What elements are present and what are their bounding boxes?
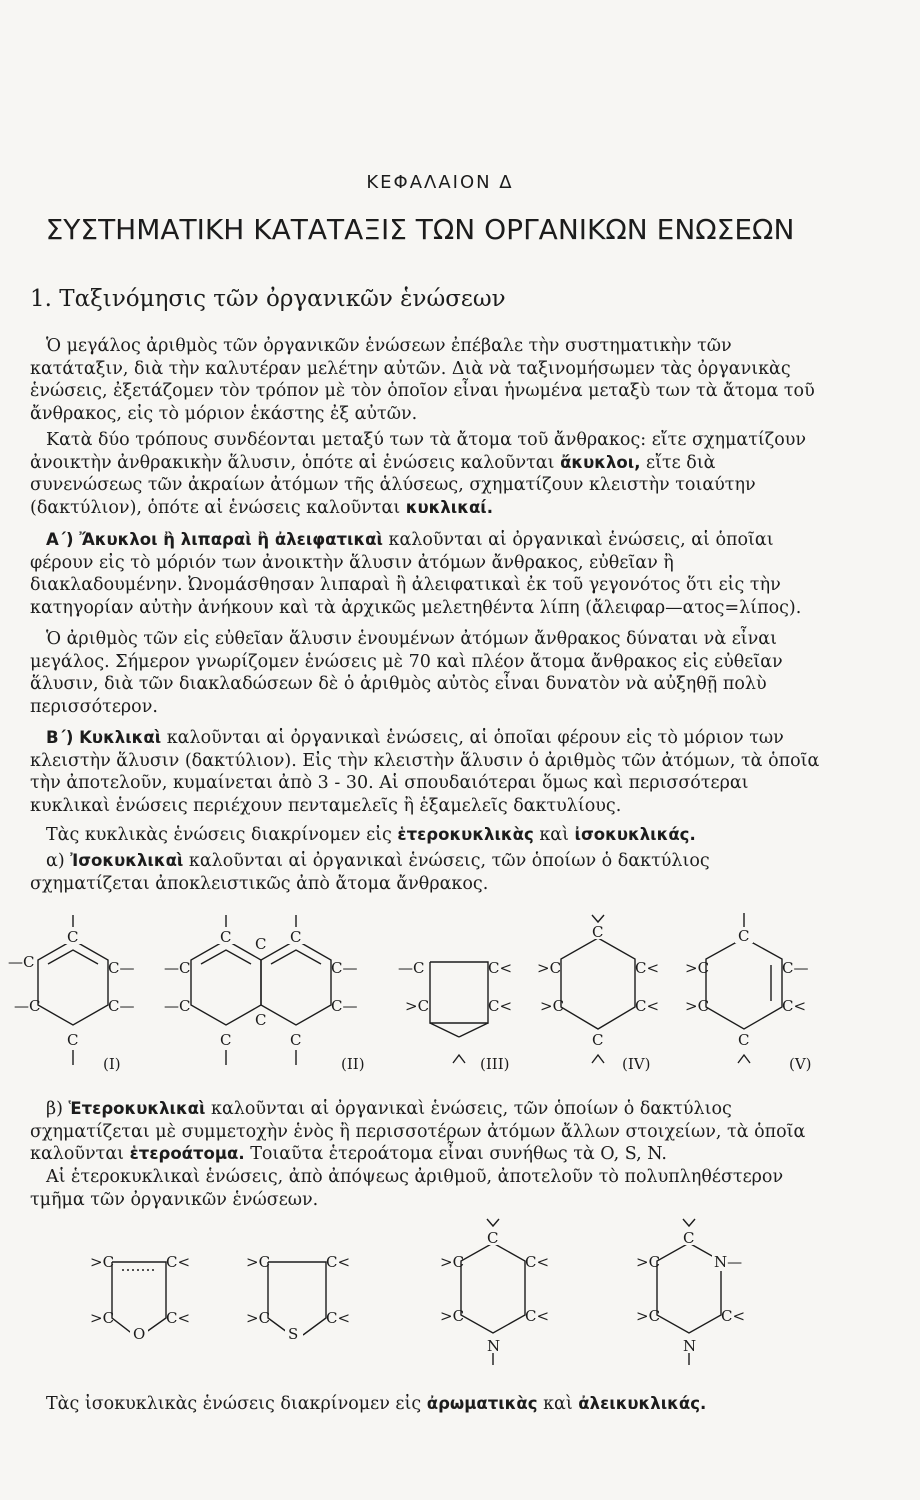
hetero-atom-n: N xyxy=(487,1337,501,1355)
atom-c: C xyxy=(67,1031,79,1049)
ring-ii-inner-bond-b xyxy=(271,950,321,964)
bond-label: —C xyxy=(164,997,191,1015)
atom-c: C xyxy=(683,1229,695,1247)
bond-label: —C xyxy=(164,959,191,977)
paragraph-6 xyxy=(30,824,820,847)
ring-i-inner-bond xyxy=(48,950,98,964)
paragraph-10 xyxy=(46,1393,836,1416)
paragraph-7-text: καλοῦνται αἱ ὀργανικαὶ ἑνώσεις, τῶν ὁποίων ὁ δακτύλιος σχηματίζεται ἀποκλειστικῶς ἀπὸ ἄτομα ἄνθρακος. xyxy=(30,851,710,894)
page-title: ΣΥΣΤΗΜΑΤΙΚΗ ΚΑΤΑΤΑΞΙΣ ΤΩΝ ΟΡΓΑΝΙΚΩΝ ΕΝΩΣΕΩΝ xyxy=(45,213,795,246)
ring-iii-pentagon xyxy=(430,962,488,1023)
term-cyclic: κυκλικαί. xyxy=(405,497,493,517)
atom-c: C xyxy=(592,1031,604,1049)
atom-c: C xyxy=(738,927,750,945)
atom-c: C xyxy=(220,928,232,946)
term-aliphatic: Α΄) Ἄκυκλοι ἢ λιπαραὶ ἢ ἀλειφατικαὶ xyxy=(46,530,383,549)
bond-label: C< xyxy=(525,1253,550,1271)
term-acyclic: ἄκυκλοι, xyxy=(560,452,641,472)
term-heterocyclic-def: Ἑτεροκυκλικαὶ xyxy=(68,1099,206,1118)
bond-label: >C xyxy=(440,1253,465,1271)
term-heteroatoms: ἑτεροάτομα. xyxy=(129,1144,245,1163)
term-aromatic: ἀρωματικὰς xyxy=(426,1394,538,1413)
paragraph-5 xyxy=(30,727,820,817)
hetero-atom-n-top: N— xyxy=(714,1253,743,1271)
bond-label: >C xyxy=(90,1253,115,1271)
atom-c: C xyxy=(220,1031,232,1049)
paragraph-1: Ὁ μεγάλος ἀριθμὸς τῶν ὀργανικῶν ἑνώσεων ἐπέβαλε τὴν συστηματικὴν τῶν κατάταξιν, διὰ τὴν καλυτέραν μελέτην αὐτῶν. Διὰ νὰ ταξινομήσωμεν τὰς ὀργανικὰς ἑνώσεις, ἐξετάζομεν τὸν τρόπον μὲ τὸν ὁποῖον εἶναι ἡνωμένα μεταξὺ των τὰ ἄτομα τοῦ ἄνθρακος, εἰς τὸ μόριον ἑκάστης ἐξ αὐτῶν. xyxy=(30,336,815,424)
paragraph-9: Αἱ ἑτεροκυκλικαὶ ἑνώσεις, ἀπὸ ἀπόψεως ἀριθμοῦ, ἀποτελοῦν τὸ πολυπληθέστερον τμῆμα τῶν ὀργανικῶν ἑνώσεων. xyxy=(30,1167,784,1210)
paragraph-8 xyxy=(30,1098,820,1166)
atom-c: C xyxy=(67,928,79,946)
bond-label: C— xyxy=(108,997,135,1015)
paragraph-3 xyxy=(30,529,820,619)
atom-c: C xyxy=(592,923,604,941)
bond-label: >C xyxy=(405,997,430,1015)
bond-label: —C xyxy=(8,953,35,971)
bond-label: C— xyxy=(108,959,135,977)
paragraph-4: Ὁ ἀριθμὸς τῶν εἰς εὐθεῖαν ἅλυσιν ἑνουμένων ἀτόμων ἄνθρακος δύναται νὰ εἶναι μεγάλος. Σήμερον γνωρίζομεν ἑνώσεις μὲ 70 καὶ πλέον ἄτομα ἄνθρακος εἰς εὐθεῖαν ἅλυσιν, διὰ τῶν διακλαδώσεων δὲ ὁ ἀριθμὸς αὐτὸς εἶναι δυνατὸν νὰ αὐξηθῇ πολὺ περισσότερον. xyxy=(30,629,783,717)
bond-label: C< xyxy=(782,997,807,1015)
chapter-heading: ΚΕΦΑΛΑΙΟΝ Δ xyxy=(366,172,514,193)
bond-label: C< xyxy=(488,997,513,1015)
term-alicyclic: ἀλεικυκλικάς. xyxy=(578,1394,707,1413)
ring-ii-hexagon-a xyxy=(191,940,261,1025)
bond-label: C< xyxy=(488,959,513,977)
atom-c: C xyxy=(487,1229,499,1247)
bond-label: C— xyxy=(331,959,358,977)
figure-2-atom-labels xyxy=(133,1229,742,1355)
paragraph-10-text-a: Τὰς ἰσοκυκλικὰς ἑνώσεις διακρίνομεν εἰς xyxy=(46,1394,422,1414)
paragraph-8-text-2: Τοιαῦτα ἑτεροάτομα εἶναι συνήθως τὰ O, S, N. xyxy=(250,1144,667,1164)
paragraph-10-text-c: καὶ xyxy=(543,1394,573,1414)
ring-ii-hexagon-b xyxy=(261,940,331,1025)
atom-c: C xyxy=(255,935,267,953)
paragraph-2-text-a: Κατὰ δύο τρόπους συνδέονται μεταξύ των τὰ ἄτομα τοῦ ἄνθρακος: εἴτε σχηματίζουν ἀνοικτὴν ἀνθρακικὴν ἅλυσιν, ὁπότε αἱ ἑνώσεις καλοῦνται xyxy=(30,430,807,473)
bond-label: C— xyxy=(331,997,358,1015)
label-iii: (III) xyxy=(480,1055,510,1073)
bond-label: >C xyxy=(537,959,562,977)
bond-label: C< xyxy=(635,997,660,1015)
bond-label: >C xyxy=(685,997,710,1015)
paragraph-8-marker: β) xyxy=(46,1099,63,1119)
ring-piperazine xyxy=(657,1243,721,1333)
figure-2-bond-labels xyxy=(90,1253,745,1327)
bond-label: —C xyxy=(398,959,425,977)
paragraph-6-text-a: Τὰς κυκλικὰς ἑνώσεις διακρίνομεν εἰς xyxy=(46,825,392,845)
ring-ii-inner-bond-a xyxy=(201,950,251,964)
bond-label: C< xyxy=(166,1309,191,1327)
bond-label: >C xyxy=(90,1309,115,1327)
bond-label: >C xyxy=(246,1309,271,1327)
atom-c: C xyxy=(738,1031,750,1049)
paragraph-2-text-c: εἴτε διὰ συνενώσεως τῶν ἀκραίων ἀτόμων τῆς ἁλύσεως, σχηματίζουν κλειστὴν τοιαύτην (δακτύλιον), ὁπότε αἱ ἑνώσεις καλοῦνται xyxy=(30,452,756,518)
ring-piperidine xyxy=(461,1243,525,1333)
bond-label: >C xyxy=(246,1253,271,1271)
figure-heterocyclic-rings xyxy=(0,1215,920,1385)
term-heterocyclic: ἑτεροκυκλικὰς xyxy=(397,825,534,844)
figure-isocyclic-rings xyxy=(0,905,920,1085)
label-i: (I) xyxy=(103,1055,121,1073)
bond-label: C— xyxy=(782,959,809,977)
bond-label: C< xyxy=(635,959,660,977)
hetero-atom-n: N xyxy=(683,1337,697,1355)
paragraph-3-text: καλοῦνται αἱ ὀργανικαὶ ἑνώσεις, αἱ ὁποῖαι φέρουν εἰς τὸ μόριόν των ἀνοικτὴν ἅλυσιν ἀτόμων ἄνθρακος, εὐθεῖαν ἢ διακλαδουμένην. Ὠνομάσθησαν λιπαραὶ ἢ ἀλειφατικαὶ ἐκ τοῦ γεγονότος ὅτι εἰς τὴν κατηγορίαν αὐτὴν ἀνήκουν καὶ τὰ ἀρχικῶς μελετηθέντα λίπη (ἄλειφαρ—ατος=λίπος). xyxy=(30,530,802,618)
section-heading: 1. Ταξινόμησις τῶν ὀργανικῶν ἑνώσεων xyxy=(30,286,506,312)
figure-1-bond-labels xyxy=(8,953,808,1015)
atom-c: C xyxy=(255,1011,267,1029)
bond-label: C< xyxy=(326,1253,351,1271)
ring-iv-hexagon xyxy=(561,938,635,1029)
paragraph-5-text: καλοῦνται αἱ ὀργανικαὶ ἑνώσεις, αἱ ὁποῖαι φέρουν εἰς τὸ μόριον των κλειστὴν ἅλυσιν (δακτύλιον). Εἰς τὴν κλειστὴν ἅλυσιν ὁ ἀριθμὸς τῶν ἀτόμων, τὰ ὁποῖα τὴν ἀποτελοῦν, κυμαίνεται ἀπὸ 3 - 30. Αἱ σπουδαιότεραι ὅμως καὶ περισσότεραι κυκλικαὶ ἑνώσεις περιέχουν πενταμελεῖς ἢ ἑξαμελεῖς δακτυλίους. xyxy=(30,728,820,816)
bond-label: >C xyxy=(636,1307,661,1325)
label-v: (V) xyxy=(789,1055,812,1073)
atom-c: C xyxy=(290,928,302,946)
bond-label: >C xyxy=(685,959,710,977)
bond-label: >C xyxy=(440,1307,465,1325)
hetero-atom-o: O xyxy=(133,1325,146,1343)
figure-1-atom-labels xyxy=(67,923,749,1049)
term-isocyclic: ἰσοκυκλικάς. xyxy=(574,825,696,844)
paragraph-8-text-1: καλοῦνται αἱ ὀργανικαὶ ἑνώσεις, τῶν ὁποίων ὁ δακτύλιος σχηματίζεται μὲ συμμετοχὴν ἑνὸς ἢ περισσοτέρων ἀτόμων ἄλλων στοιχείων, τὰ ὁποῖα καλοῦνται xyxy=(30,1099,806,1164)
paragraph-2 xyxy=(30,429,820,519)
bond-label: C< xyxy=(166,1253,191,1271)
bond-label: >C xyxy=(540,997,565,1015)
atom-c: C xyxy=(290,1031,302,1049)
term-cyclic-class: Β΄) Κυκλικαὶ xyxy=(46,728,162,747)
ring-i-hexagon xyxy=(38,940,108,1025)
paragraph-6-text-c: καὶ xyxy=(539,825,569,845)
bond-label: —C xyxy=(14,997,41,1015)
paragraph-7 xyxy=(30,850,820,895)
bond-label: C< xyxy=(525,1307,550,1325)
label-ii: (II) xyxy=(341,1055,365,1073)
bond-label: >C xyxy=(636,1253,661,1271)
hetero-atom-s: S xyxy=(288,1325,299,1343)
paragraph-7-marker: α) xyxy=(46,851,65,871)
term-isocyclic-def: Ἰσοκυκλικαὶ xyxy=(70,851,184,870)
label-iv: (IV) xyxy=(622,1055,651,1073)
bond-label: C< xyxy=(326,1309,351,1327)
bond-label: C< xyxy=(721,1307,746,1325)
